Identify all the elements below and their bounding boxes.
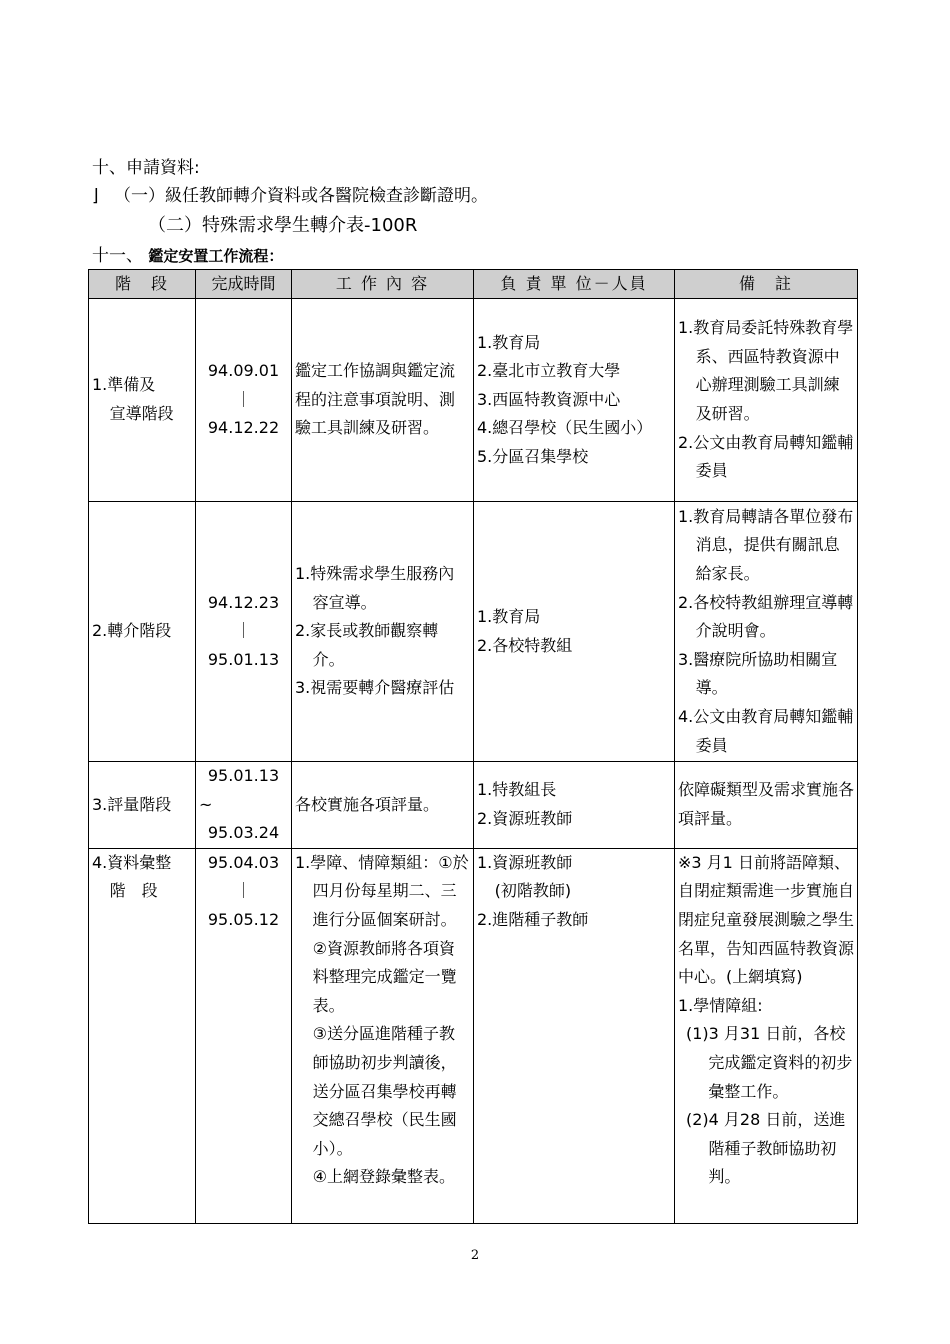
- table-row: [89, 299, 858, 502]
- section-11-prefix: 十一、: [92, 246, 143, 266]
- header-work: 工 作 內 容: [292, 270, 474, 299]
- note-item: 4.公文由教育局轉知鑑輔委員: [678, 706, 854, 755]
- header-responsible: 負 責 單 位－人員: [474, 270, 675, 299]
- work-cell: [292, 848, 474, 1223]
- work-sub-items: [295, 935, 470, 1192]
- work-item: 1.學障、情障類組：①於四月份每星期二、三進行分區個案研討。: [295, 852, 469, 929]
- date-end: 95.01.13: [207, 649, 280, 669]
- work-sub-item: ③送分區進階種子教師協助初步判讀後，送分區召集學校再轉交總召學校（民生國小）。: [312, 1024, 457, 1158]
- note-item: 2.各校特教組辦理宣導轉介說明會。: [678, 592, 854, 641]
- responsible-item: 2.各校特教組: [477, 635, 573, 655]
- responsible-item: 1.特教組長: [477, 780, 557, 800]
- responsible-item: 4.總召學校（民生國小）: [477, 418, 653, 438]
- table-row: [89, 762, 858, 849]
- date-start: 95.01.13: [207, 766, 280, 785]
- date-separator: ~: [199, 794, 213, 814]
- note-cell: [675, 848, 858, 1223]
- section-10-item-1-text: （一）級任教師轉介資料或各醫院檢查診斷證明。: [114, 186, 488, 206]
- header-stage: 階 段: [89, 270, 196, 299]
- date-end: 94.12.22: [207, 418, 280, 438]
- responsible-cell: [474, 762, 675, 849]
- date-end: 95.03.24: [207, 823, 280, 843]
- note-cell: [675, 502, 858, 762]
- note-cell: [675, 299, 858, 502]
- table-row: [89, 502, 858, 762]
- responsible-item: 2.臺北市立教育大學: [477, 361, 621, 381]
- date-start: 95.04.03: [207, 852, 280, 872]
- table-row: [89, 848, 858, 1223]
- stage-cell: 3.評量階段: [89, 762, 196, 849]
- note-item: 1.教育局委託特殊教育學系、西區特教資源中心辦理測驗工具訓練及研習。: [678, 318, 854, 423]
- stage-cell: [89, 299, 196, 502]
- date-cell: [196, 502, 292, 762]
- work-item: 3.視需要轉介醫療評估: [295, 678, 455, 698]
- date-separator: ｜: [235, 621, 252, 641]
- note-sub-item: (1)3 月31 日前，各校完成鑑定資料的初步彙整工作。: [686, 1024, 853, 1101]
- date-separator: ｜: [235, 881, 252, 901]
- work-sub-item: ②資源教師將各項資料整理完成鑑定一覽表。: [312, 938, 457, 1015]
- stage-line: 宣導階段: [109, 404, 174, 423]
- note-heading: 1.學情障組:: [678, 995, 763, 1015]
- stage-line: 4.資料彙整: [92, 852, 172, 872]
- responsible-item: 3.西區特教資源中心: [477, 389, 621, 409]
- table-header-row: [89, 270, 858, 299]
- section-10-item-1: [92, 183, 488, 209]
- header-date: 完成時間: [196, 270, 292, 299]
- section-10-title: 十、申請資料:: [92, 158, 200, 178]
- workflow-table: [88, 269, 858, 1224]
- work-cell: 鑑定工作協調與鑑定流程的注意事項說明、測驗工具訓練及研習。: [292, 299, 474, 502]
- cursor-mark: ⌋: [92, 186, 99, 206]
- date-start: 94.09.01: [207, 361, 280, 381]
- date-cell: [196, 762, 292, 849]
- responsible-item: 2.資源班教師: [477, 808, 573, 828]
- section-10-item-2: （二）特殊需求學生轉介表-100R: [148, 215, 418, 236]
- responsible-cell: [474, 848, 675, 1223]
- stage-cell: [89, 848, 196, 1223]
- date-separator: ｜: [235, 389, 252, 409]
- note-cell: 依障礙類型及需求實施各項評量。: [675, 762, 858, 849]
- work-item: 1.特殊需求學生服務內容宣導。: [295, 564, 455, 612]
- responsible-item: (初階教師): [494, 881, 572, 901]
- responsible-item: 1.教育局: [477, 332, 541, 352]
- note-sub-item: (2)4 月28 日前，送進階種子教師協助初判。: [686, 1110, 846, 1187]
- note-item: 1.教育局轉請各單位發布消息，提供有關訊息給家長。: [678, 506, 854, 584]
- header-notes: 備 註: [675, 270, 858, 299]
- date-cell: [196, 848, 292, 1223]
- date-end: 95.05.12: [207, 909, 280, 929]
- work-cell: 各校實施各項評量。: [292, 762, 474, 849]
- date-start: 94.12.23: [207, 592, 280, 612]
- date-cell: [196, 299, 292, 502]
- note-intro: ※3 月1 日前將語障類、自閉症類需進一步實施自閉症兒童發展測驗之學生名單，告知西區特教資源中心。(上網填寫): [678, 852, 855, 987]
- responsible-cell: [474, 502, 675, 762]
- responsible-item: 2.進階種子教師: [477, 909, 589, 929]
- stage-line: 1.準備及: [92, 375, 156, 395]
- responsible-item: 1.資源班教師: [477, 852, 573, 872]
- work-item: 2.家長或教師觀察轉介。: [295, 621, 439, 669]
- responsible-item: 5.分區召集學校: [477, 446, 589, 466]
- responsible-cell: [474, 299, 675, 502]
- work-cell: [292, 502, 474, 762]
- section-11-title: [92, 244, 283, 268]
- stage-cell: 2.轉介階段: [89, 502, 196, 762]
- page-number: 2: [470, 1248, 480, 1263]
- note-item: 2.公文由教育局轉知鑑輔委員: [678, 432, 854, 481]
- note-item: 3.醫療院所協助相關宣導。: [678, 649, 838, 698]
- responsible-item: 1.教育局: [477, 606, 541, 626]
- section-11-heading: 鑑定安置工作流程：: [148, 247, 284, 265]
- work-sub-item: ④上網登錄彙整表。: [312, 1167, 455, 1187]
- stage-line: 階 段: [109, 881, 158, 901]
